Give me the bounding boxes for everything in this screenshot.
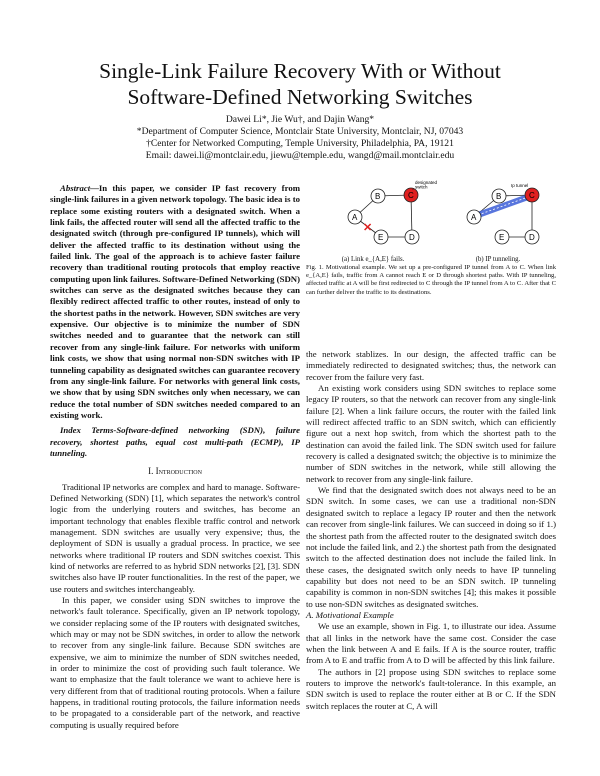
right-column [306,349,556,712]
abstract-text: In this paper, we consider IP fast recovery from single-link failures in a given network topology. The basic idea is to replace some existing routers with a designated switch. When a link fails, the affected router will send all the affected traffic to the designated switch (through pre-configured IP tunnels), which will deliver the affected traffic to its destination without using the failed link. The goal of the approach is to achieve faster failure recovery than traditional routing protocols that employ reactive computing upon link failures. Software-Defined Networking (SDN) switches can serve as the designated switches because they can flexibly redirect affected traffic to other routes, instead of only to the shortest paths in the network. However, SDN switches are very expensive. Our objective is to minimize the number of SDN switches needed and to guarantee that the network can still recover from any single-link failure. For networks with uniform link costs, we show that using normal non-SDN switches with IP tunneling capability as designated switches can guarantee recovery from any single-link failure. For networks with general link costs, we show that by using SDN switches only when necessary, we can reduce the total number of SDN switches needed compared to an existing work. [50,183,300,420]
paper-title [40,58,560,110]
svg-text:E: E [378,233,384,242]
intro-paragraph-2: In this paper, we consider using SDN switches to improve the network's fault tolerance. Specifically, given an IP network topology, we consider replacing some of the IP routers with designated switches, which may or may not be SDN switches, in order to allow the network to recover from any single-link failure. Because SDN switches are expensive, we aim to minimize the number of SDN switches needed, in order to minimize the cost of providing such fault tolerance. We want to emphasize that the fault tolerance we want to achieve here is very different from that of traditional routing protocols. When a failure happens, in traditional routing protocols, the failure information needs to be propagated to a considerable part of the network, and reactive computing is usually required before [50,595,300,730]
diagram-a [348,180,438,244]
right-paragraph-2: We find that the designated switch does not always need to be an SDN switch. In some cases, we can use a traditional non-SDN designated switch to replace a legacy IP router and then the network can recover from single-link failures. We can succeed in doing so if 1.) the shortest path from the affected router to the designated switch does not include the failed link, and 2.) the shortest path from the designated switch to the affected destination does not include the failed link. In these cases, the designated switch only needs to have IP tunneling capability but does not need to be an SDN switch. IP tunneling capability is common in non-SDN switches [4]; this makes it possible to use non-SDN switches as designated switches. [306,485,556,609]
authors: Dawei Li*, Jie Wu†, and Dajin Wang* [225,114,375,125]
figure-1 [306,180,556,297]
title-line-2: Software-Defined Networking Switches [127,85,473,109]
svg-text:C: C [408,191,414,200]
index-terms-label: Index Terms [60,425,114,436]
right-paragraph-4: The authors in [2] propose using SDN switches to replace some routers to improve the network's fault-tolerance. In this example, an SDN switch is used to replace the router either at B or C. If the SDN switch replaces the router at C, A will [306,666,556,711]
author-block [40,114,560,162]
svg-text:B: B [375,192,381,201]
figure-sublabels [306,256,556,263]
right-paragraph-3: We use an example, shown in Fig. 1, to illustrate our idea. Assume that all links in the network have the same cost. Consider the case when the link between A and E fails. If A is the source router, traffic from A to E and traffic from A to D will be affected by this link failure. [306,621,556,666]
ip-tunnel-label: Ip tunnel [511,183,529,188]
left-column [50,183,300,731]
svg-text:A: A [471,213,477,222]
figure-label-a: (a) Link e_{A,E} fails. [341,256,405,263]
right-paragraph-0: the network stablizes. In our design, the affected traffic can be immediately redirected to designated switches; thus, the network can recover from the failure very fast. [306,349,556,382]
abstract: Abstract—In this paper, we consider IP fast recovery from single-link failures in a given network topology. The basic idea is to replace some existing routers with a designated switch. When a link fails, the affected router will send all the affected traffic to the designated switch (through pre-configured IP tunnels), which will deliver the affected traffic to its destination without using the failed link. The goal of the approach is to achieve faster failure recovery than traditional routing protocols that employ reactive computing upon link failures. Software-Defined Networking (SDN) switches can serve as the designated switches because they can flexibly redirect affected traffic to other routes, instead of only to the shortest paths in the network. However, SDN switches are very expensive. Our objective is to minimize the number of SDN switches needed and to guarantee that the network can still recover from any single-link failure. For networks with uniform link costs, we show that using normal non-SDN switches with IP tunneling capability as designated switches can guarantee recovery from any single-link failure. For networks with general link costs, we show that by using SDN switches only when necessary, we can reduce the total number of SDN switches needed compared to an existing work. [50,183,300,420]
title-line-1: Single-Link Failure Recovery With or Without [99,59,501,83]
failure-mark: ✕ [363,222,373,234]
right-paragraph-1: An existing work considers using SDN switches to replace some legacy IP routers, so that the network can recover from any single-link failure [2]. When a link failure occurs, the router with the failed link will redirect affected traffic to an SDN switch, which can efficiently figure out a next hop switch, from which the shortest path to the destination can avoid the failed link. The SDN switch used for failure recovery is called a designated switch; the objective is to minimize the number of SDN switches in the network, while still allowing the network to recover from any single-link failure. [306,383,556,484]
figure-label-b: (b) IP tunneling. [475,256,521,263]
svg-text:A: A [352,213,358,222]
svg-text:switch: switch [415,184,428,190]
svg-text:C: C [529,191,535,200]
section-heading-introduction: I. Introduction [148,466,202,477]
diagram-b [467,183,539,244]
figure-diagrams [306,180,556,258]
designated-switch-label: designated [415,180,438,185]
intro-paragraph-1: Traditional IP networks are complex and hard to manage. Software-Defined Networking (SDN) [1], which separates the network's control logic from the underlying routers and switches, has become an important technology that enables flexible traffic control and network management. SDN switches are usually very expensive; thus, the deployment of SDN is usually a gradual process. In practice, we see networks where traditional IP routers and SDN switches coexist. This kind of networks are referred to as hybrid SDN networks [2], [3]. SDN switches also have IP router functionalities. In the rest of the paper, we use routers and switches interchangeably. [50,481,300,594]
svg-text:D: D [529,233,535,242]
abstract-label: Abstract [60,183,91,193]
subsection-heading: A. Motivational Example [306,609,394,620]
figure-caption: Fig. 1. Motivational example. We set up a pre-configured IP tunnel from A to C. When link e_{A,E} fails, traffic from A cannot reach E or D through shortest paths. With IP tunneling, affected traffic at A will be first redirected to C through the IP tunnel from A to C. After that C can further deliver the traffic to its destinations. [306,264,556,296]
index-terms: Index Terms-Software-defined networking (SDN), failure recovery, shortest paths, equal cost multi-path (ECMP), IP tunneling. [50,425,301,458]
affiliation-2: †Center for Networked Computing, Temple University, Philadelphia, PA, 19121 [146,138,454,149]
emails: Email: dawei.li@montclair.edu, jiewu@temple.edu, wangd@mail.montclair.edu [145,150,455,161]
svg-text:E: E [499,233,505,242]
index-terms-text: Software-defined networking (SDN), failure recovery, shortest paths, equal cost multi-path (ECMP), IP tunneling. [50,425,301,458]
svg-text:D: D [409,233,415,242]
svg-text:B: B [496,192,502,201]
affiliation-1: *Department of Computer Science, Montclair State University, Montclair, NJ, 07043 [136,126,464,137]
